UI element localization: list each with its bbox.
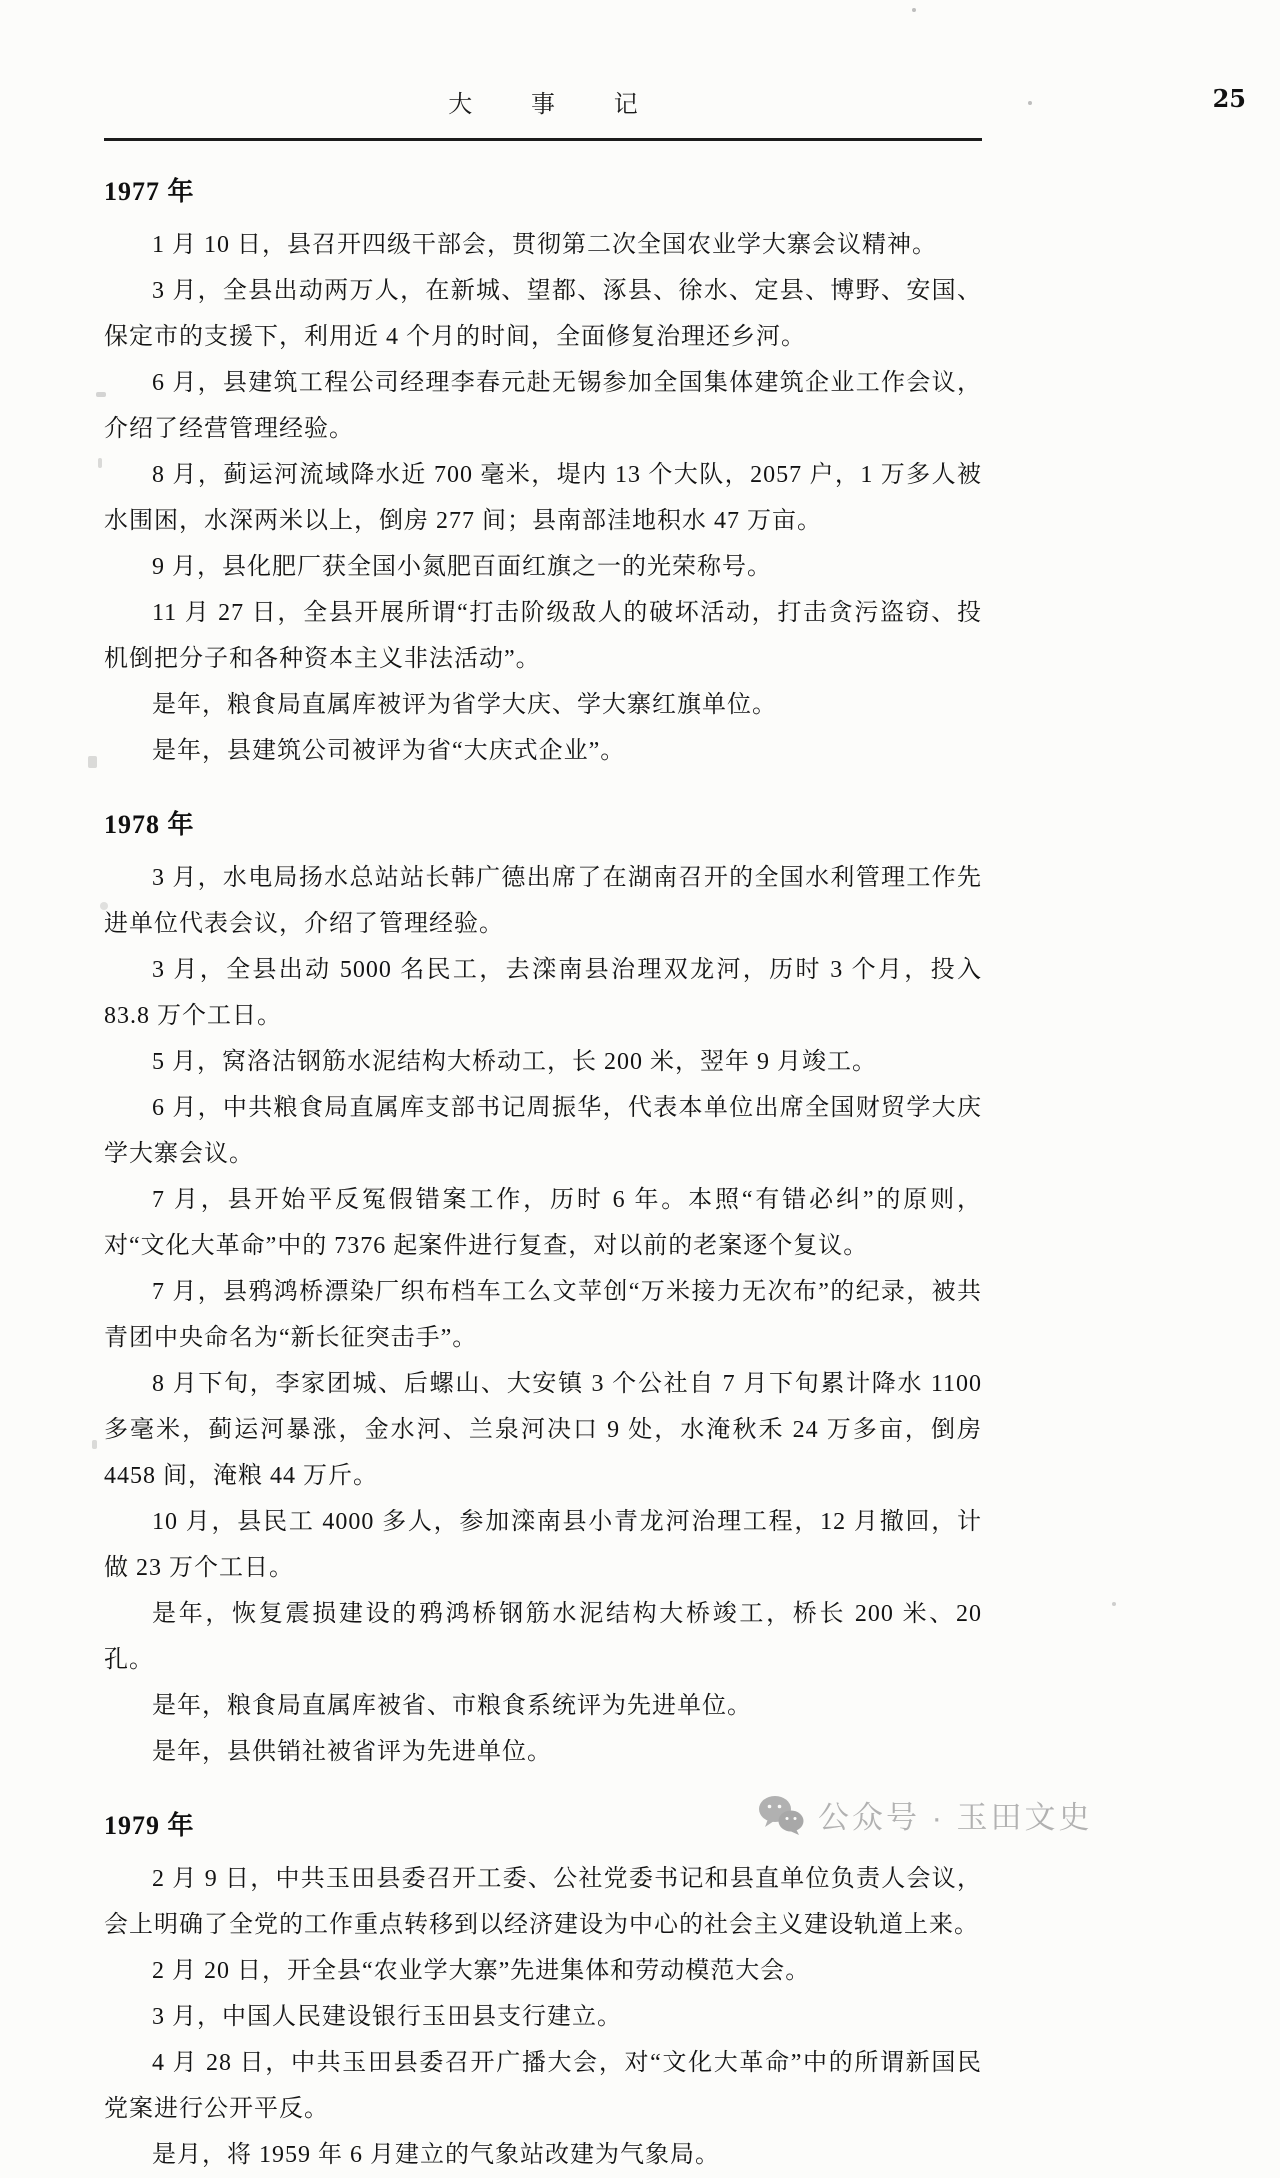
event-entry: 3 月，全县出动 5000 名民工，去滦南县治理双龙河，历时 3 个月，投入 83.8 万个工日。 — [104, 957, 982, 1029]
event-entry: 是年，粮食局直属库被评为省学大庆、学大寨红旗单位。 — [152, 692, 777, 718]
event-entry: 7 月，县鸦鸿桥漂染厂织布档车工么文苹创“万米接力无次布”的纪录，被共青团中央命名为“新长征突击手”。 — [104, 1279, 982, 1351]
event-entry: 3 月，全县出动两万人，在新城、望都、涿县、徐水、定县、博野、安国、保定市的支援下，利用近 4 个月的时间，全面修复治理还乡河。 — [104, 278, 982, 350]
scan-artifact — [96, 392, 106, 397]
event-entry: 2 月 9 日，中共玉田县委召开工委、公社党委书记和县直单位负责人会议，会上明确了全党的工作重点转移到以经济建设为中心的社会主义建设轨道上来。 — [104, 1866, 982, 1938]
event-entry: 6 月，县建筑工程公司经理李春元赴无锡参加全国集体建筑企业工作会议，介绍了经营管理经验。 — [104, 370, 982, 442]
event-entry: 是年，县供销社被省评为先进单位。 — [152, 1739, 552, 1765]
event-entry: 2 月 20 日，开全县“农业学大寨”先进集体和劳动模范大会。 — [152, 1958, 811, 1984]
event-entry: 1 月 10 日，县召开四级干部会，贯彻第二次全国农业学大寨会议精神。 — [152, 232, 937, 258]
event-entry: 是年，粮食局直属库被省、市粮食系统评为先进单位。 — [152, 1693, 752, 1719]
year-heading-1978: 1978 年 — [104, 810, 195, 839]
event-entry: 8 月下旬，李家团城、后螺山、大安镇 3 个公社自 7 月下旬累计降水 1100 多毫米，蓟运河暴涨，金水河、兰泉河决口 9 处，水淹秋禾 24 万多亩，倒房 4458 间，淹粮 44 万斤。 — [104, 1371, 982, 1489]
page-number: 25 — [1212, 84, 1246, 113]
event-entry: 是年，县建筑公司被评为省“大庆式企业”。 — [152, 738, 626, 764]
event-entry: 是月，将 1959 年 6 月建立的气象站改建为气象局。 — [152, 2142, 720, 2168]
scan-artifact — [98, 458, 102, 468]
scan-artifact — [1112, 1602, 1116, 1606]
year-heading-1977: 1977 年 — [104, 177, 195, 206]
event-entry: 3 月，中国人民建设银行玉田县支行建立。 — [152, 2004, 622, 2030]
event-entry: 7 月，县开始平反冤假错案工作，历时 6 年。本照“有错必纠”的原则，对“文化大革命”中的 7376 起案件进行复查，对以前的老案逐个复议。 — [104, 1187, 982, 1259]
watermark-text: 公众号 · 玉田文史 — [818, 1800, 1093, 1835]
scan-artifact — [1028, 101, 1032, 105]
watermark — [758, 1792, 1093, 1837]
event-entry: 3 月，水电局扬水总站站长韩广德出席了在湖南召开的全国水利管理工作先进单位代表会议，介绍了管理经验。 — [104, 865, 982, 937]
event-entry: 6 月，中共粮食局直属库支部书记周振华，代表本单位出席全国财贸学大庆学大寨会议。 — [104, 1095, 982, 1167]
event-entry: 是年，恢复震损建设的鸦鸿桥钢筋水泥结构大桥竣工，桥长 200 米、20 孔。 — [104, 1601, 982, 1673]
header-rule — [104, 138, 982, 141]
scan-artifact — [100, 902, 108, 910]
page-header — [104, 0, 982, 118]
event-entry: 11 月 27 日，全县开展所谓“打击阶级敌人的破坏活动，打击贪污盗窃、投机倒把分子和各种资本主义非法活动”。 — [104, 600, 982, 672]
event-entry: 4 月 28 日，中共玉田县委召开广播大会，对“文化大革命”中的所谓新国民党案进行公开平反。 — [104, 2050, 982, 2122]
scan-artifact — [92, 1440, 97, 1449]
event-entry: 5 月，窝洛沽钢筋水泥结构大桥动工，长 200 米，翌年 9 月竣工。 — [152, 1049, 877, 1075]
event-entry: 9 月，县化肥厂获全国小氮肥百面红旗之一的光荣称号。 — [152, 554, 772, 580]
wechat-icon — [758, 1795, 804, 1835]
scan-artifact — [88, 756, 97, 768]
event-entry: 10 月，县民工 4000 多人，参加滦南县小青龙河治理工程，12 月撤回，计做 23 万个工日。 — [104, 1509, 982, 1581]
document-page — [104, 0, 982, 2178]
year-heading-1979: 1979 年 — [104, 1811, 195, 1840]
scan-artifact — [912, 8, 916, 12]
event-entry: 8 月，蓟运河流域降水近 700 毫米，堤内 13 个大队，2057 户，1 万多人被水围困，水深两米以上，倒房 277 间；县南部洼地积水 47 万亩。 — [104, 462, 982, 534]
page-title: 大 事 记 — [448, 92, 665, 118]
